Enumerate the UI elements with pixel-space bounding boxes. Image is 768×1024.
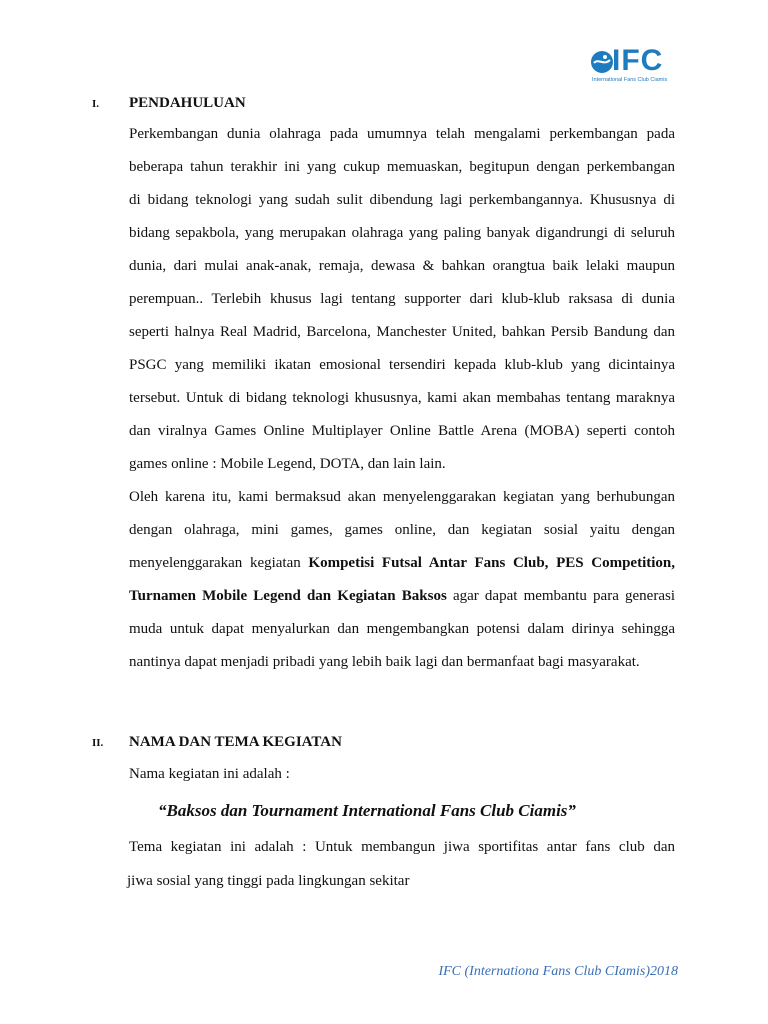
paragraph-line: dunia, dari mulai anak-anak, remaja, dewasa & bahkan orangtua baik lelaki maupun xyxy=(129,258,675,274)
paragraph-line: muda untuk dapat menyalurkan dan mengembangkan potensi dalam dirinya sehingga xyxy=(129,621,675,637)
section1-title: PENDAHULUAN xyxy=(129,95,246,111)
ifc-logo xyxy=(590,44,680,86)
paragraph-line: di bidang teknologi yang sudah sulit dibendung lagi perkembangannya. Khususnya di xyxy=(129,192,675,208)
paragraph-line: dan viralnya Games Online Multiplayer Online Battle Arena (MOBA) seperti contoh xyxy=(129,423,675,439)
globe-icon xyxy=(590,50,614,74)
paragraph-line: nantinya dapat menjadi pribadi yang lebih baik lagi dan bermanfaat bagi masyarakat. xyxy=(129,654,640,670)
paragraph-line: bidang sepakbola, yang merupakan olahraga yang paling banyak digandrungi di seluruh xyxy=(129,225,675,241)
paragraph-line: PSGC yang memiliki ikatan emosional tersendiri kepada klub-klub yang dicintainya xyxy=(129,357,675,373)
paragraph-line: games online : Mobile Legend, DOTA, dan lain lain. xyxy=(129,456,446,472)
theme-line: jiwa sosial yang tinggi pada lingkungan sekitar xyxy=(127,873,410,889)
event-name: “Baksos dan Tournament International Fans Club Ciamis” xyxy=(158,801,576,820)
section1-number: I. xyxy=(92,98,100,110)
paragraph-line: perempuan.. Terlebih khusus lagi tentang supporter dari klub-klub raksasa di dunia xyxy=(129,291,675,307)
section2-intro: Nama kegiatan ini adalah : xyxy=(129,766,290,782)
paragraph-line: Perkembangan dunia olahraga pada umumnya telah mengalami perkembangan pada xyxy=(129,126,675,142)
paragraph-text: agar dapat membantu para generasi xyxy=(446,588,675,604)
paragraph-line: seperti halnya Real Madrid, Barcelona, Manchester United, bahkan Persib Bandung dan xyxy=(129,324,675,340)
section2-number: II. xyxy=(92,737,104,749)
paragraph-text: menyelenggarakan kegiatan xyxy=(129,555,309,571)
logo-subtitle: International Fans Club Ciamis xyxy=(592,77,668,83)
logo-text: IFC xyxy=(612,44,664,77)
paragraph-line: beberapa tahun terakhir ini yang cukup memuaskan, begitupun dengan perkembangan xyxy=(129,159,675,175)
paragraph-line: Oleh karena itu, kami bermaksud akan menyelenggarakan kegiatan yang berhubungan xyxy=(129,489,675,505)
paragraph-line xyxy=(129,555,675,572)
activity-list-bold: Turnamen Mobile Legend dan Kegiatan Baksos xyxy=(129,588,447,604)
paragraph-line: dengan olahraga, mini games, games online, dan kegiatan sosial yaitu dengan xyxy=(129,522,675,538)
paragraph-line xyxy=(129,588,675,605)
theme-line: Tema kegiatan ini adalah : Untuk membangun jiwa sportifitas antar fans club dan xyxy=(129,839,675,855)
paragraph-line: tersebut. Untuk di bidang teknologi khususnya, kami akan membahas tentang maraknya xyxy=(129,390,675,406)
activity-list-bold: Kompetisi Futsal Antar Fans Club, PES Competition, xyxy=(308,555,675,571)
page-footer: IFC (Internationa Fans Club CIamis)2018 xyxy=(438,964,678,979)
section2-title: NAMA DAN TEMA KEGIATAN xyxy=(129,734,342,750)
